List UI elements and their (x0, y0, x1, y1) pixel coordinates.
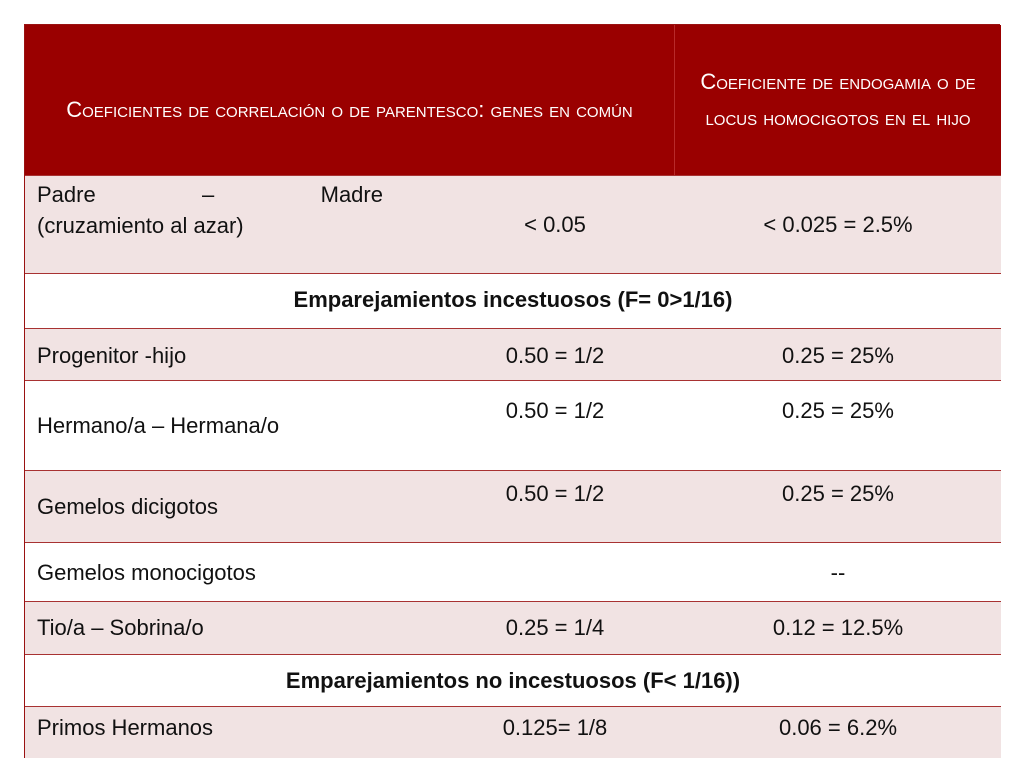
header-endogamy-text: Coeficiente de endogamia o de locus homocigotos en el hijo (700, 69, 976, 130)
endogamy-value: 0.25 = 25% (782, 398, 894, 423)
table-row-primos (25, 706, 1001, 758)
endogamy-value: 0.25 = 25% (782, 343, 894, 368)
endogamy-value: 0.06 = 6.2% (778, 715, 898, 740)
correlation-value: 0.50 = 1/2 (505, 398, 605, 423)
endogamy-value: < 0.025 = 2.5% (763, 212, 913, 237)
row-label: Gemelos monocigotos (37, 560, 256, 585)
correlation-value: < 0.05 (524, 212, 586, 237)
row-label: Gemelos dicigotos (37, 494, 218, 519)
table-row-dicigotos (25, 470, 1001, 542)
row-label: Primos Hermanos (37, 715, 214, 740)
endogamy-value: 0.12 = 12.5% (772, 615, 904, 640)
table (24, 24, 1000, 758)
header-correlation (25, 25, 675, 175)
row-label: Progenitor -hijo (37, 343, 187, 368)
label-dash: – (202, 182, 215, 207)
table-row-hermanos (25, 380, 1001, 470)
label-madre: Madre (320, 182, 383, 207)
table-row-progenitor (25, 328, 1001, 380)
label-padre: Padre (37, 182, 96, 207)
table-row-monocigotos (25, 542, 1001, 601)
label-line-1 (37, 179, 383, 210)
section-title: Emparejamientos incestuosos (F= 0>1/16) (293, 287, 733, 312)
section-row-non-incestuous (25, 654, 1001, 706)
correlation-value: 0.50 = 1/2 (505, 343, 605, 368)
header-correlation-text: Coeficientes de correlación o de parentesco: genes en común (66, 97, 633, 122)
row-label: Tio/a – Sobrina/o (37, 615, 204, 640)
table-row-tio (25, 601, 1001, 654)
table-row-padre-madre (25, 175, 1001, 273)
label-line-2: (cruzamiento al azar) (37, 213, 244, 238)
correlation-value: 0.50 = 1/2 (505, 481, 605, 506)
endogamy-value: 0.25 = 25% (782, 481, 894, 506)
correlation-value: 0.125= 1/8 (502, 715, 608, 740)
header-endogamy (675, 25, 1001, 175)
row-label: Hermano/a – Hermana/o (37, 413, 280, 438)
section-row-incestuous (25, 273, 1001, 328)
endogamy-value: -- (830, 560, 846, 585)
correlation-value: 0.25 = 1/4 (505, 615, 605, 640)
row-label (37, 179, 397, 241)
section-title: Emparejamientos no incestuosos (F< 1/16)) (285, 668, 741, 693)
